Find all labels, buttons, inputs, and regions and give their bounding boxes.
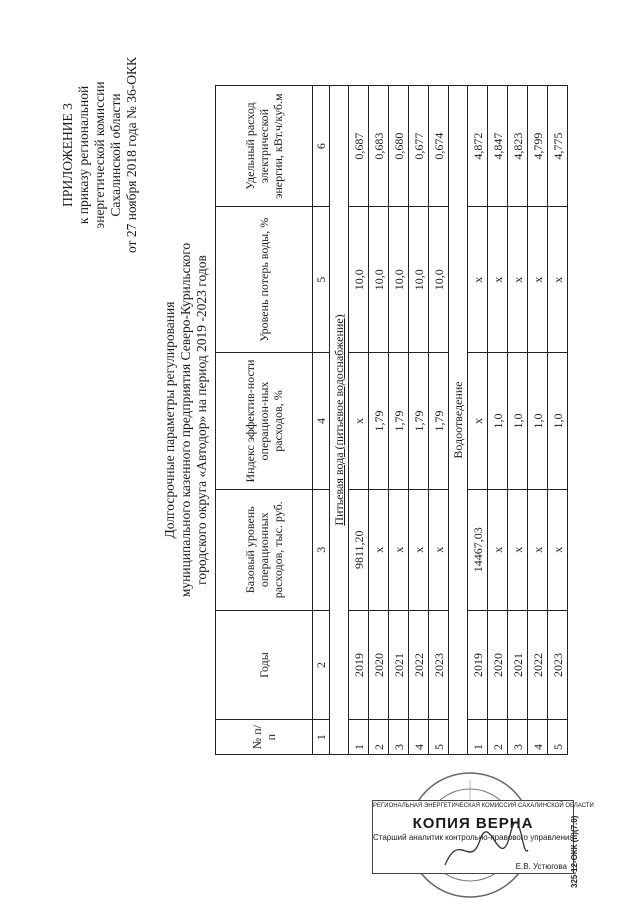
- row-index: 1,0: [508, 353, 528, 489]
- row-energy: 4,847: [488, 86, 508, 207]
- row-index: 1,0: [528, 353, 548, 489]
- row-year: 2019: [468, 610, 488, 719]
- column-number: 3: [313, 489, 330, 610]
- row-num: 5: [548, 720, 568, 755]
- title-line: городского округа «Автодор» на период 2019 -2023 годов: [194, 255, 209, 585]
- title-line: муниципального казенного предприятия Северо-Курильского: [178, 242, 193, 598]
- row-energy: 0,687: [349, 86, 369, 207]
- row-energy: 0,677: [409, 86, 429, 207]
- row-base: х: [528, 489, 548, 610]
- table-row: [389, 86, 409, 755]
- table-row: [508, 86, 528, 755]
- document-code-text: 325-12-ОКК (п)(7.0): [570, 815, 579, 888]
- appendix-block: [60, 35, 140, 275]
- row-loss: 10,0: [429, 207, 449, 353]
- section-title: [449, 86, 468, 755]
- row-num: 5: [429, 720, 449, 755]
- appendix-line: Сахалинской области: [108, 93, 123, 217]
- row-num: 1: [349, 720, 369, 755]
- column-number: 6: [313, 86, 330, 207]
- header-loss: Уровень потерь воды, %: [216, 207, 313, 353]
- row-loss: 10,0: [409, 207, 429, 353]
- row-loss: х: [528, 207, 548, 353]
- section-row: [330, 86, 349, 755]
- handwritten-signature: [440, 820, 530, 880]
- row-num: 3: [508, 720, 528, 755]
- row-year: 2023: [548, 610, 568, 719]
- row-energy: 0,680: [389, 86, 409, 207]
- row-year: 2021: [389, 610, 409, 719]
- row-base: 9811,20: [349, 489, 369, 610]
- appendix-line: от 27 ноября 2018 года № 36-ОКК: [124, 56, 139, 254]
- row-loss: 10,0: [349, 207, 369, 353]
- row-energy: 4,775: [548, 86, 568, 207]
- column-number: 2: [313, 610, 330, 719]
- row-loss: х: [508, 207, 528, 353]
- header-energy: Удельный расход электрической энергии, кВт.ч/куб.м: [216, 86, 313, 207]
- header-base: Базовый уровень операционных расходов, тыс. руб.: [216, 489, 313, 610]
- stamp-organization: РЕГИОНАЛЬНАЯ ЭНЕРГЕТИЧЕСКАЯ КОМИССИЯ САХАЛИНСКОЙ ОБЛАСТИ: [373, 803, 594, 809]
- row-base: х: [389, 489, 409, 610]
- table-row: [349, 86, 369, 755]
- row-index: 1,79: [409, 353, 429, 489]
- appendix-line: к приказу региональной: [76, 85, 91, 225]
- row-num: 4: [528, 720, 548, 755]
- row-index: х: [349, 353, 369, 489]
- title-line: Долгосрочные параметры регулирования: [162, 301, 177, 539]
- row-base: х: [548, 489, 568, 610]
- header-index: Индекс эффектив-ности операцион-ных расходов, %: [216, 353, 313, 489]
- row-year: 2019: [349, 610, 369, 719]
- stamp-copy-label: КОПИЯ ВЕРНА: [412, 815, 534, 832]
- row-num: 2: [488, 720, 508, 755]
- row-num: 3: [389, 720, 409, 755]
- row-index: 1,79: [369, 353, 389, 489]
- row-index: 1,79: [429, 353, 449, 489]
- row-base: х: [369, 489, 389, 610]
- table-row: [468, 86, 488, 755]
- header-num: № п/п: [216, 720, 313, 755]
- row-loss: х: [468, 207, 488, 353]
- section-title: [330, 86, 349, 755]
- row-year: 2023: [429, 610, 449, 719]
- row-base: 14467,03: [468, 489, 488, 610]
- document-code: [568, 800, 580, 890]
- table-row: [409, 86, 429, 755]
- section-title-text: Водоотведение: [451, 381, 465, 459]
- column-number: 4: [313, 353, 330, 489]
- row-index: 1,0: [548, 353, 568, 489]
- section1-body: [349, 86, 449, 755]
- row-base: х: [508, 489, 528, 610]
- header-years: Годы: [216, 610, 313, 719]
- stamp-signer: Е.В. Устюгова: [515, 862, 567, 871]
- document-title: [162, 185, 210, 655]
- row-energy: 4,799: [528, 86, 548, 207]
- row-energy: 4,823: [508, 86, 528, 207]
- row-loss: 10,0: [369, 207, 389, 353]
- row-loss: х: [548, 207, 568, 353]
- column-number-row: [313, 86, 330, 755]
- row-index: 1,79: [389, 353, 409, 489]
- table-row: [548, 86, 568, 755]
- table-header-row: [216, 86, 313, 755]
- row-energy: 4,872: [468, 86, 488, 207]
- table-row: [488, 86, 508, 755]
- row-num: 1: [468, 720, 488, 755]
- row-year: 2020: [488, 610, 508, 719]
- row-base: х: [429, 489, 449, 610]
- section-row: [449, 86, 468, 755]
- row-base: х: [488, 489, 508, 610]
- row-energy: 0,683: [369, 86, 389, 207]
- row-num: 2: [369, 720, 389, 755]
- section-title-text: Питьевая вода (питьевое водоснабжение): [332, 314, 346, 526]
- row-year: 2022: [528, 610, 548, 719]
- row-index: х: [468, 353, 488, 489]
- parameters-table: [215, 85, 568, 755]
- column-number: 1: [313, 720, 330, 755]
- row-energy: 0,674: [429, 86, 449, 207]
- appendix-line: энергетической комиссии: [92, 81, 107, 229]
- table-row: [429, 86, 449, 755]
- row-index: 1,0: [488, 353, 508, 489]
- table-row: [528, 86, 548, 755]
- row-base: х: [409, 489, 429, 610]
- row-loss: 10,0: [389, 207, 409, 353]
- row-year: 2020: [369, 610, 389, 719]
- row-year: 2022: [409, 610, 429, 719]
- appendix-line: ПРИЛОЖЕНИЕ 3: [60, 103, 75, 207]
- table-row: [369, 86, 389, 755]
- row-loss: х: [488, 207, 508, 353]
- column-number: 5: [313, 207, 330, 353]
- row-year: 2021: [508, 610, 528, 719]
- section2-body: [468, 86, 568, 755]
- stamp-position: Старший аналитик контрольно-правового управления: [373, 833, 574, 842]
- row-num: 4: [409, 720, 429, 755]
